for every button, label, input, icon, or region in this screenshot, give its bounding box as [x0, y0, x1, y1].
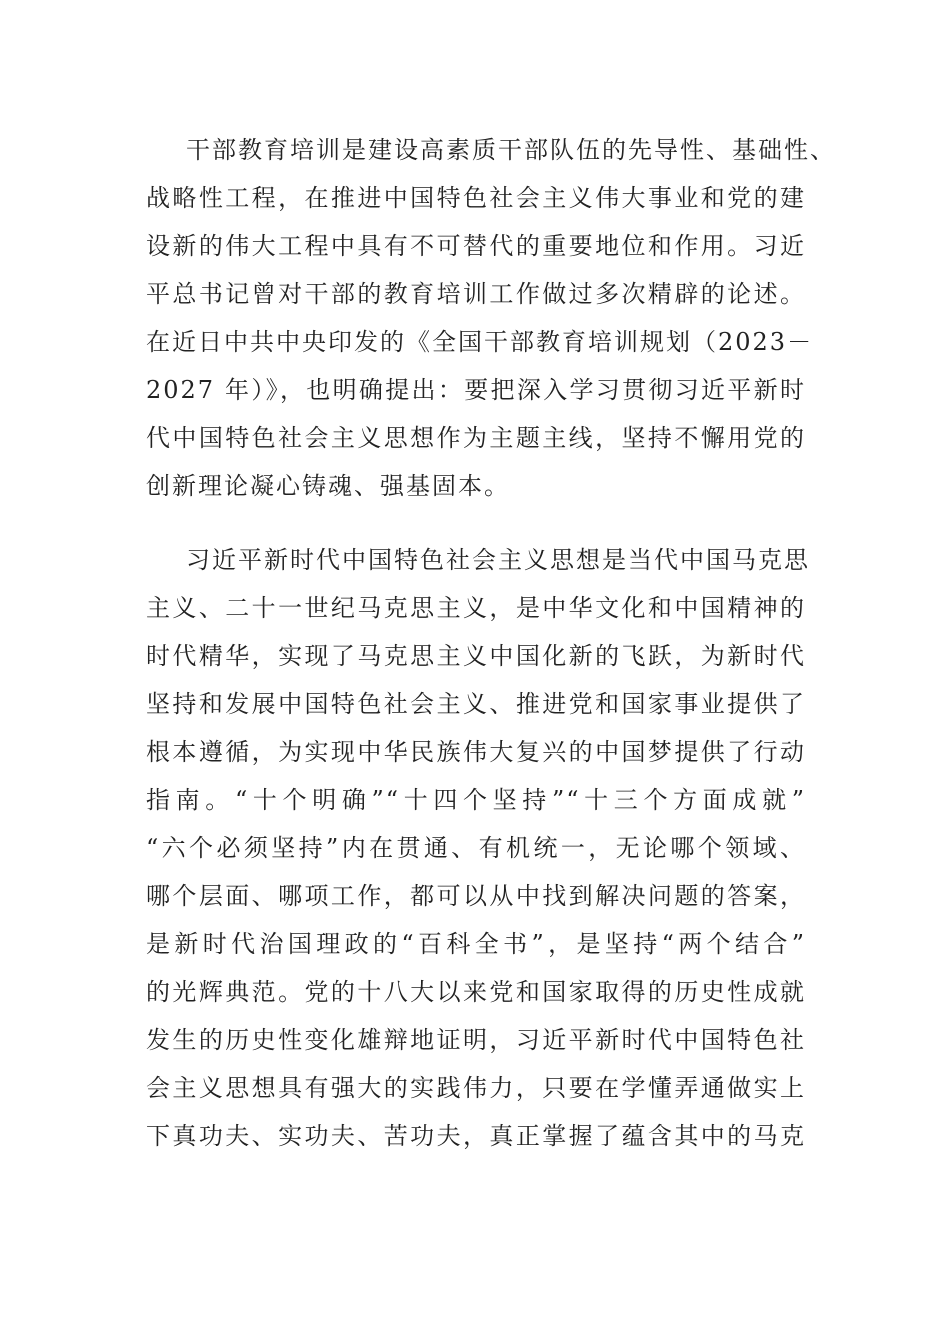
paragraph-line: 发生的历史性变化雄辩地证明，习近平新时代中国特色社: [146, 1026, 806, 1054]
paragraph-line: 代中国特色社会主义思想作为主题主线，坚持不懈用党的: [146, 424, 806, 452]
paragraph-line: 下真功夫、实功夫、苦功夫，真正掌握了蕴含其中的马克: [146, 1122, 806, 1150]
paragraph-line: 是新时代治国理政的“百科全书”，是坚持“两个结合”: [146, 930, 806, 958]
paragraph-line: 创新理论凝心铸魂、强基固本。: [146, 472, 510, 500]
paragraph-line: 平总书记曾对干部的教育培训工作做过多次精辟的论述。: [146, 280, 806, 308]
paragraph-line: 设新的伟大工程中具有不可替代的重要地位和作用。习近: [146, 232, 806, 260]
paragraph-line: 干部教育培训是建设高素质干部队伍的先导性、基础性、: [186, 136, 836, 164]
paragraph-line: 在近日中共中央印发的《全国干部教育培训规划（2023－: [146, 328, 814, 356]
paragraph-line: 的光辉典范。党的十八大以来党和国家取得的历史性成就: [146, 978, 806, 1006]
paragraph-2: [146, 536, 810, 1160]
paragraph-line: 指南。“十个明确”“十四个坚持”“十三个方面成就”: [146, 786, 806, 814]
paragraph-line: 习近平新时代中国特色社会主义思想是当代中国马克思: [186, 546, 810, 574]
paragraph-line: “六个必须坚持”内在贯通、有机统一，无论哪个领域、: [146, 834, 806, 862]
paragraph-line: 2027 年）》，也明确提出：要把深入学习贯彻习近平新时: [146, 376, 806, 404]
paragraph-line: 坚持和发展中国特色社会主义、推进党和国家事业提供了: [146, 690, 806, 718]
paragraph-line: 会主义思想具有强大的实践伟力，只要在学懂弄通做实上: [146, 1074, 806, 1102]
paragraph-line: 哪个层面、哪项工作，都可以从中找到解决问题的答案，: [146, 882, 806, 910]
paragraph-line: 时代精华，实现了马克思主义中国化新的飞跃，为新时代: [146, 642, 806, 670]
paragraph-line: 战略性工程，在推进中国特色社会主义伟大事业和党的建: [146, 184, 806, 212]
paragraph-1: [146, 126, 836, 510]
paragraph-line: 根本遵循，为实现中华民族伟大复兴的中国梦提供了行动: [146, 738, 806, 766]
paragraph-line: 主义、二十一世纪马克思主义，是中华文化和中国精神的: [146, 594, 806, 622]
